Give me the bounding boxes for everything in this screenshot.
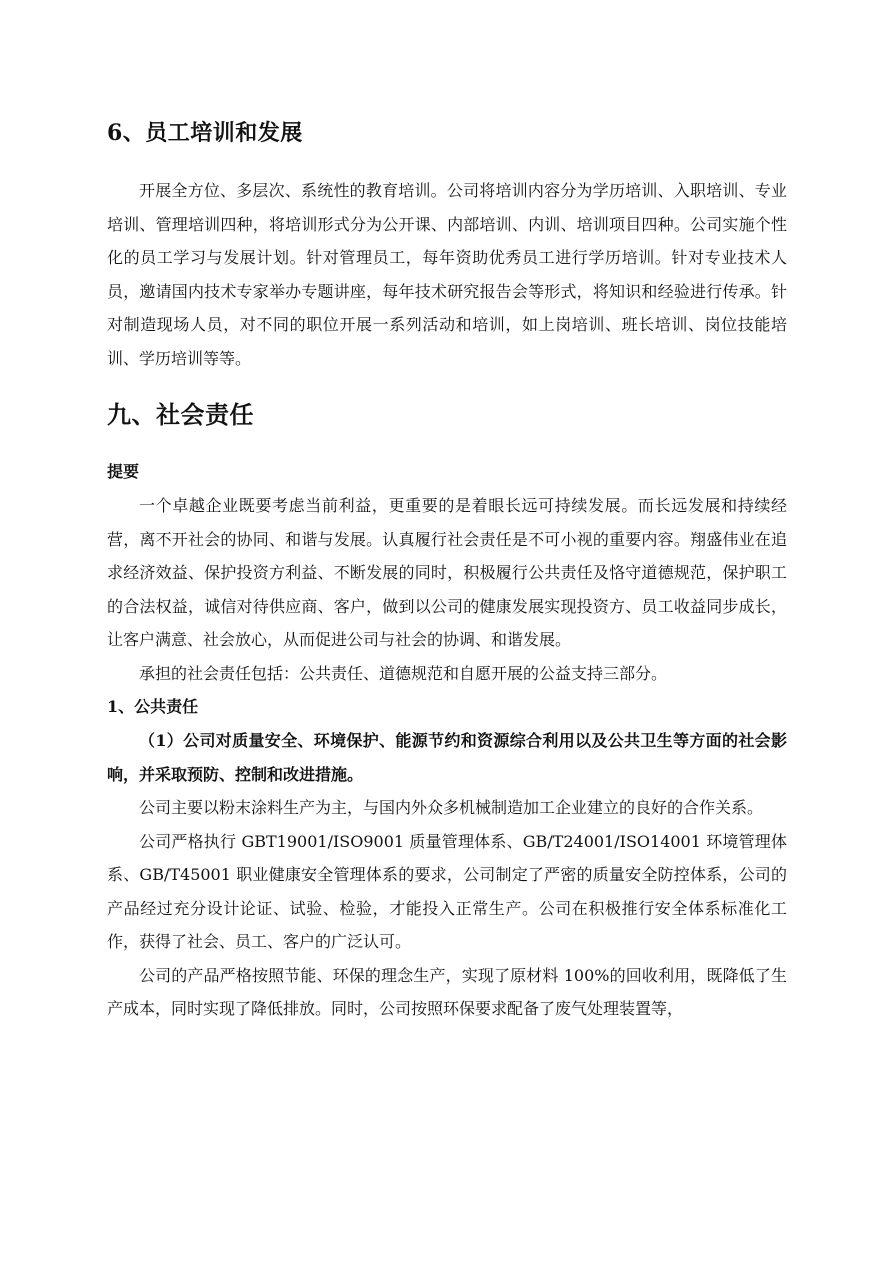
summary-paragraph: 一个卓越企业既要考虑当前利益，更重要的是着眼长远可持续发展。而长远发展和持续经营，离不开社会的协同、和谐与发展。认真履行社会责任是不可小视的重要内容。翔盛伟业在追求经济效益、保护投资方利益、不断发展的同时，积极履行公共责任及恪守道德规范，保护职工的合法权益，诚信对待供应商、客户，做到以公司的健康发展实现投资方、员工收益同步成长，让客户满意、社会放心，从而促进公司与社会的协调、和谐发展。 [107, 496, 787, 649]
chapter-heading-social-responsibility: 九、社会责任 [107, 400, 254, 429]
subsection-heading-public-responsibility: 1、公共责任 [107, 697, 199, 716]
employee-training-paragraph: 开展全方位、多层次、系统性的教育培训。公司将培训内容分为学历培训、入职培训、专业培训、管理培训四种，将培训形式分为公开课、内部培训、内训、培训项目四种。公司实施个性化的员工学习与发展计划。针对管理员工，每年资助优秀员工进行学历培训。针对专业技术人员，邀请国内技术专家举办专题讲座，每年技术研究报告会等形式，将知识和经验进行传承。针对制造现场人员，对不同的职位开展一系列活动和培训，如上岗培训、班长培训、岗位技能培训、学历培训等等。 [107, 181, 787, 368]
body-paragraph-environmental: 公司的产品严格按照节能、环保的理念生产，实现了原材料 100%的回收利用，既降低了生产成本，同时实现了降低排放。同时，公司按照环保要求配备了废气处理装置等， [107, 965, 787, 1018]
point-heading-social-impact: （1）公司对质量安全、环境保护、能源节约和资源综合利用以及公共卫生等方面的社会影响，并采取预防、控制和改进措施。 [107, 731, 787, 784]
body-paragraph-production: 公司主要以粉末涂料生产为主，与国内外众多机械制造加工企业建立的良好的合作关系。 [139, 798, 764, 817]
responsibility-scope-paragraph: 承担的社会责任包括：公共责任、道德规范和自愿开展的公益支持三部分。 [139, 663, 668, 683]
body-paragraph-management-systems: 公司严格执行 GBT19001/ISO9001 质量管理体系、GB/T24001/ISO14001 环境管理体系、GB/T45001 职业健康安全管理体系的要求，公司制定了严密的质量安全防控体系，公司的产品经过充分设计论证、试验、检验，才能投入正常生产。公司在积极推行安全体系标准化工作，获得了社会、员工、客户的广泛认可。 [107, 831, 787, 951]
summary-label: 提要 [107, 462, 140, 481]
section-heading-employee-training: 6、员工培训和发展 [107, 120, 303, 146]
page-content [107, 116, 787, 1026]
